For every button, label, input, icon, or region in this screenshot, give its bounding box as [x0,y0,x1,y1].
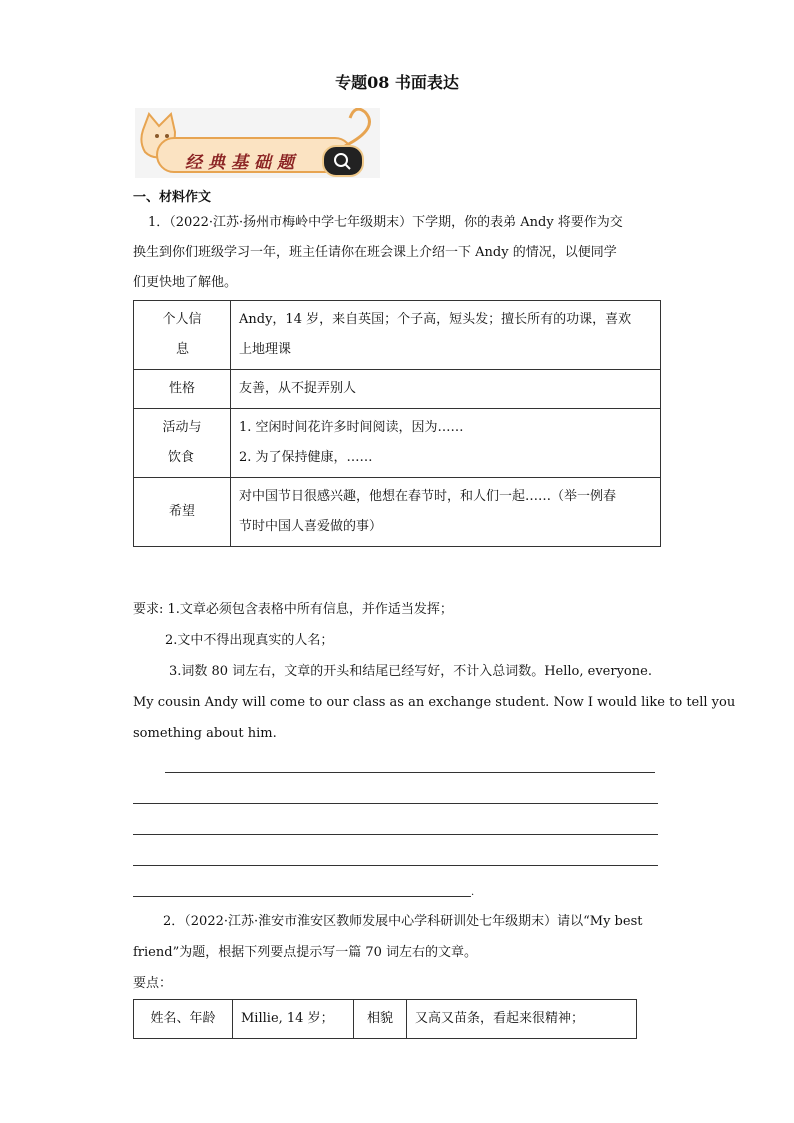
search-button[interactable] [322,145,364,177]
table-label-cell [134,370,231,409]
search-icon [324,147,362,175]
q1-intro-line1: 1．（2022·江苏·扬州市梅岭中学七年级期末）下学期，你的表弟 Andy 将要作为交 [148,215,623,230]
table-label: 饮食 [168,450,195,465]
table-content-cell [231,478,661,547]
section-heading: 一、材料作文 [133,190,212,205]
table-cell: 又高又苗条，看起来很精神； [407,1000,637,1039]
table-content: 1. 空闲时间花许多时间阅读，因为…… [239,420,464,435]
table-row [134,478,661,547]
q2-points-label: 要点： [133,976,173,991]
q2-intro-line2: friend”为题，根据下列要点提示写一篇 70 词左右的文章。 [133,945,478,960]
requirement-5: something about him. [133,726,277,741]
table-row [134,370,661,409]
table-content: 友善，从不捉弄别人 [239,381,357,396]
requirement-3: 3.词数 80 词左右，文章的开头和结尾已经写好，不计入总词数。Hello, everyone. [169,664,652,679]
table-row [134,301,661,370]
table-content: 2. 为了保持健康，…… [239,450,373,465]
table-label-cell [134,301,231,370]
table-content-cell [231,301,661,370]
q1-intro-line2: 换生到你们班级学习一年，班主任请你在班会课上介绍一下 Andy 的情况，以便同学 [133,245,617,260]
q1-intro-line3: 们更快地了解他。 [133,275,238,290]
table-cell: Millie, 14 岁； [233,1000,354,1039]
table-row [134,409,661,478]
requirement-2: 2.文中不得出现真实的人名； [165,633,334,648]
table-content-cell [231,409,661,478]
table-label-cell [134,409,231,478]
answer-line[interactable] [133,803,658,804]
table-label: 活动与 [162,420,202,435]
table-content: 节时中国人喜爱做的事） [239,519,383,534]
points-table [133,999,637,1039]
table-content: 对中国节日很感兴趣，他想在春节时，和人们一起……（举一例春 [239,489,617,504]
table-cell: 姓名、年龄 [134,1000,233,1039]
requirement-1: 要求: 1.文章必须包含表格中所有信息，并作适当发挥； [133,602,453,617]
answer-line[interactable] [165,772,655,773]
page-title: 专题08 书面表达 [335,73,459,92]
requirement-4: My cousin Andy will come to our class as an exchange student. Now I would like to tell you [133,695,736,710]
q2-intro-line1: 2．（2022·江苏·淮安市淮安区教师发展中心学科研训处七年级期末）请以“My best [163,914,643,929]
table-content-cell [231,370,661,409]
table-label: 性格 [168,381,195,396]
table-label: 希望 [168,504,195,519]
table-label: 个人信 [162,312,202,327]
info-table [133,300,661,547]
table-label: 息 [176,342,190,357]
answer-line-end: . [471,887,475,898]
table-row [134,1000,637,1039]
table-label-cell [134,478,231,547]
answer-line[interactable] [133,865,658,866]
answer-line[interactable] [133,896,471,897]
table-content: 上地理课 [239,342,292,357]
banner-title: 经典基础题 [185,153,300,173]
table-content: Andy，14 岁，来自英国；个子高，短头发；擅长所有的功课，喜欢 [239,312,632,327]
table-cell: 相貌 [354,1000,407,1039]
answer-line[interactable] [133,834,658,835]
